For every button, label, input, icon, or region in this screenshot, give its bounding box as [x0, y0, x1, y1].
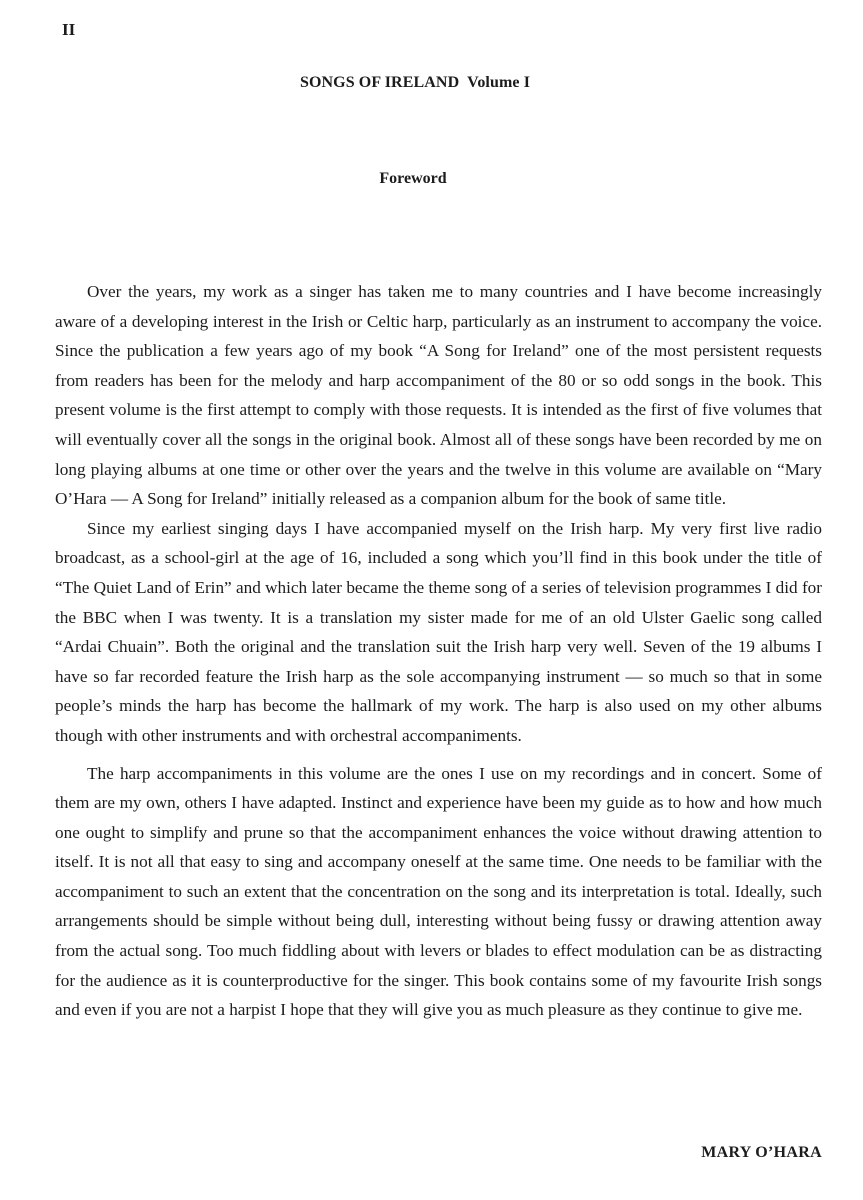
author-signature: MARY O’HARA	[701, 1144, 822, 1161]
paragraph: Since my earliest singing days I have accompanied myself on the Irish harp. My very first live radio broadcast, as a school-girl at the age of 16, included a song which you’ll find in this book under the title of “The Quiet Land of Erin” and which later became the theme song of a series of television programmes I did for the BBC when I was twenty. It is a translation my sister made for me of an old Ulster Gaelic song called “Ardai Chuain”. Both the original and the translation suit the Irish harp very well. Seven of the 19 albums I have so far recorded feature the Irish harp as the sole accompanying instrument — so much so that in some people’s minds the harp has become the hallmark of my work. The harp is also used on my other albums though with other instruments and with orchestral accompaniments.	[55, 518, 822, 745]
paragraph: The harp accompaniments in this volume are the ones I use on my recordings and in concert. Some of them are my own, others I have adapted. Instinct and experience have been my guide as to how and how much one ought to simplify and prune so that the accompaniment enhances the voice without drawing attention to itself. It is not all that easy to sing and accompany oneself at the same time. One needs to be familiar with the accompaniment to such an extent that the concentration on the song and its interpretation is total. Ideally, such arrangements should be simple without being dull, interesting without being fussy or drawing attention away from the actual song. Too much fiddling about with levers or blades to effect modulation can be as distracting for the audience as it is counterproductive for the singer. This book contains some of my favourite Irish songs and even if you are not a harpist I hope that they will give you as much pleasure as they continue to give me.	[55, 763, 822, 1020]
section-heading: Foreword	[379, 170, 447, 187]
paragraph: Over the years, my work as a singer has taken me to many countries and I have become increasingly aware of a developing interest in the Irish or Celtic harp, particularly as an instrument to accompany the voice. Since the publication a few years ago of my book “A Song for Ireland” one of the most persistent requests from readers has been for the melody and harp accompaniment of the 80 or so odd songs in the book. This present volume is the first attempt to comply with those requests. It is intended as the first of five volumes that will eventually cover all the songs in the original book. Almost all of these songs have been recorded by me on long playing albums at one time or other over the years and the twelve in this volume are available on “Mary O’Hara — A Song for Ireland” initially released as a companion album for the book of same title.	[55, 282, 822, 509]
page-number: II	[62, 20, 76, 39]
book-title: SONGS OF IRELAND Volume I	[299, 74, 531, 91]
foreword-body	[55, 277, 822, 1025]
